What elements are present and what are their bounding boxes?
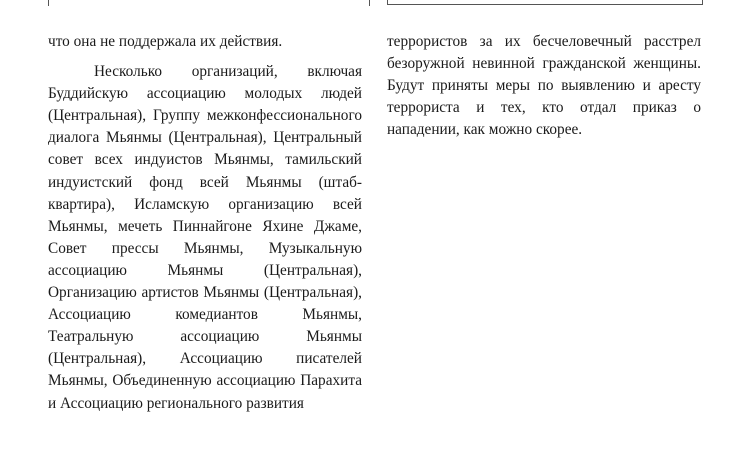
left-text-box-frame	[48, 0, 370, 6]
organizations-paragraph: Несколько организаций, включая Буддийскую ассоциацию молодых людей (Центральная), Группу межконфессионального диалога Мьянмы (Центральная), Центральный совет всех индуистов Мьянмы, тамильский индуистский фонд всей Мьянмы (штаб-квартира), Исламскую организацию всей Мьянмы, мечеть Пиннайгоне Яхине Джаме, Совет прессы Мьянмы, Музыкальную ассоциацию Мьянмы (Центральная), Организацию артистов Мьянмы (Центральная), Ассоциацию комедиантов Мьянмы, Театральную ассоциацию Мьянмы (Центральная), Ассоциацию писателей Мьянмы, Объединенную ассоциацию Парахита и Ассоциацию регионального развития	[48, 63, 362, 412]
right-column	[387, 31, 701, 141]
right-text-box-frame	[387, 0, 703, 5]
terrorists-paragraph: террористов за их бесчеловечный расстрел безоружной невинной гражданской женщины. Будут приняты меры по выявлению и аресту террориста и тех, кто отдал приказ о нападении, как можно скорее.	[387, 33, 701, 139]
continued-sentence: что она не поддержала их действия.	[48, 33, 283, 50]
left-column	[48, 31, 362, 415]
